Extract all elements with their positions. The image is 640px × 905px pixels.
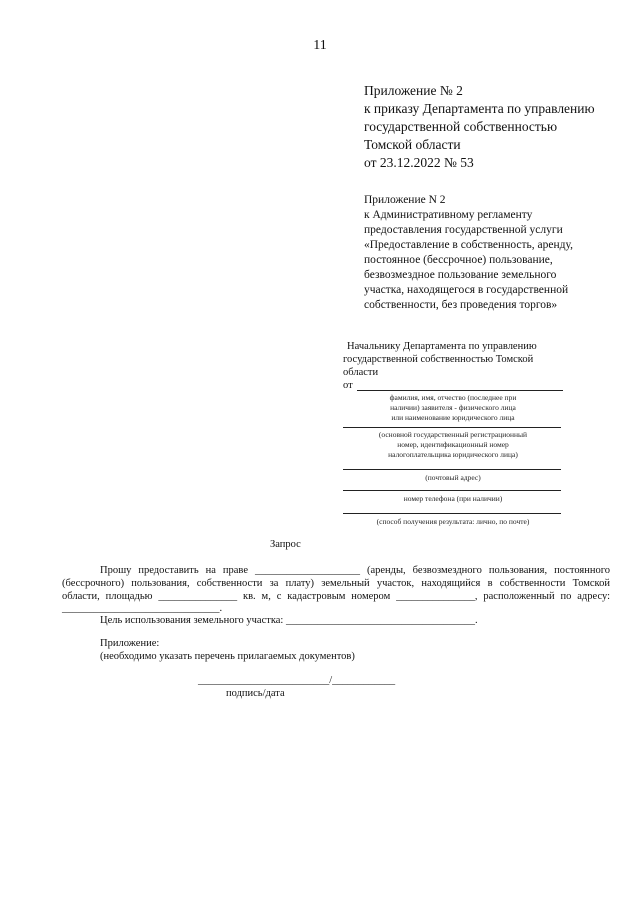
appendix-order-line: государственной собственностью (364, 119, 558, 134)
request-paragraph-line: (бессрочного) пользования, собственности за плату) земельный участок, находящийся в собственности Томской (62, 578, 610, 589)
request-title: Запрос (270, 539, 301, 550)
attachment-label: Приложение: (100, 638, 160, 649)
appendix-order-line: к приказу Департамента по управлению (364, 101, 595, 116)
ogrn-hint-block (343, 430, 563, 460)
applicant-name-line (357, 390, 563, 391)
appendix-order-line: Приложение № 2 (364, 83, 463, 98)
delivery-method-line (343, 513, 561, 514)
delivery-method-hint: (способ получения результата: лично, по почте) (376, 517, 530, 526)
appendix-order-line: от 23.12.2022 № 53 (364, 155, 474, 170)
appendix-regulation-line: «Предоставление в собственность, аренду, (364, 239, 573, 251)
appendix-order-block (364, 82, 624, 172)
ogrn-hint: (основной государственный регистрационный (378, 430, 528, 439)
request-paragraph-line: области, площадью _______________ кв. м, с кадастровым номером _______________, расположенный по адресу: (62, 591, 610, 602)
request-paragraph-line: Прошу предоставить на праве ____________________ (аренды, безвозмездного пользования, постоянного (100, 565, 610, 576)
addressee-line: Начальнику Департамента по управлению (347, 341, 537, 352)
appendix-regulation-line: участка, находящегося в государственной (364, 284, 569, 296)
ogrn-hint: налогоплательщика юридического лица) (388, 450, 518, 459)
page-number: 11 (313, 38, 327, 53)
appendix-regulation-line: собственности, без проведения торгов» (364, 299, 558, 311)
appendix-regulation-line: к Административному регламенту (364, 209, 533, 221)
appendix-order-line: Томской области (364, 137, 461, 152)
addressee-line: государственной собственностью Томской (343, 354, 534, 365)
request-paragraph-line: ______________________________. (62, 603, 223, 614)
phone-line (343, 490, 561, 491)
postal-address-hint: (почтовый адрес) (425, 473, 481, 482)
ogrn-line (343, 427, 561, 428)
applicant-hint: или наименование юридического лица (391, 413, 515, 422)
appendix-regulation-line: предоставления государственной услуги (364, 224, 563, 236)
signature-date-label: подпись/дата (226, 688, 285, 699)
ogrn-hint: номер, идентификационный номер (397, 440, 509, 449)
from-row (343, 379, 563, 392)
postal-address-line (343, 469, 561, 470)
appendix-regulation-line: постоянное (бессрочное) пользование, (364, 254, 553, 266)
attachment-hint: (необходимо указать перечень прилагаемых документов) (100, 651, 355, 662)
appendix-regulation-line: безвозмездное пользование земельного (364, 269, 557, 281)
applicant-hint: наличии) заявителя - физического лица (390, 403, 516, 412)
phone-hint: номер телефона (при наличии) (403, 494, 503, 503)
addressee-block (343, 340, 563, 423)
from-label: от (343, 380, 353, 391)
appendix-regulation-line: Приложение N 2 (364, 194, 446, 206)
signature-date-line: _________________________/____________ (198, 675, 396, 686)
land-purpose: Цель использования земельного участка: ____________________________________. (100, 615, 478, 626)
appendix-regulation-block (364, 193, 604, 313)
applicant-hint: фамилия, имя, отчество (последнее при (389, 393, 517, 402)
addressee-line: области (343, 367, 379, 378)
